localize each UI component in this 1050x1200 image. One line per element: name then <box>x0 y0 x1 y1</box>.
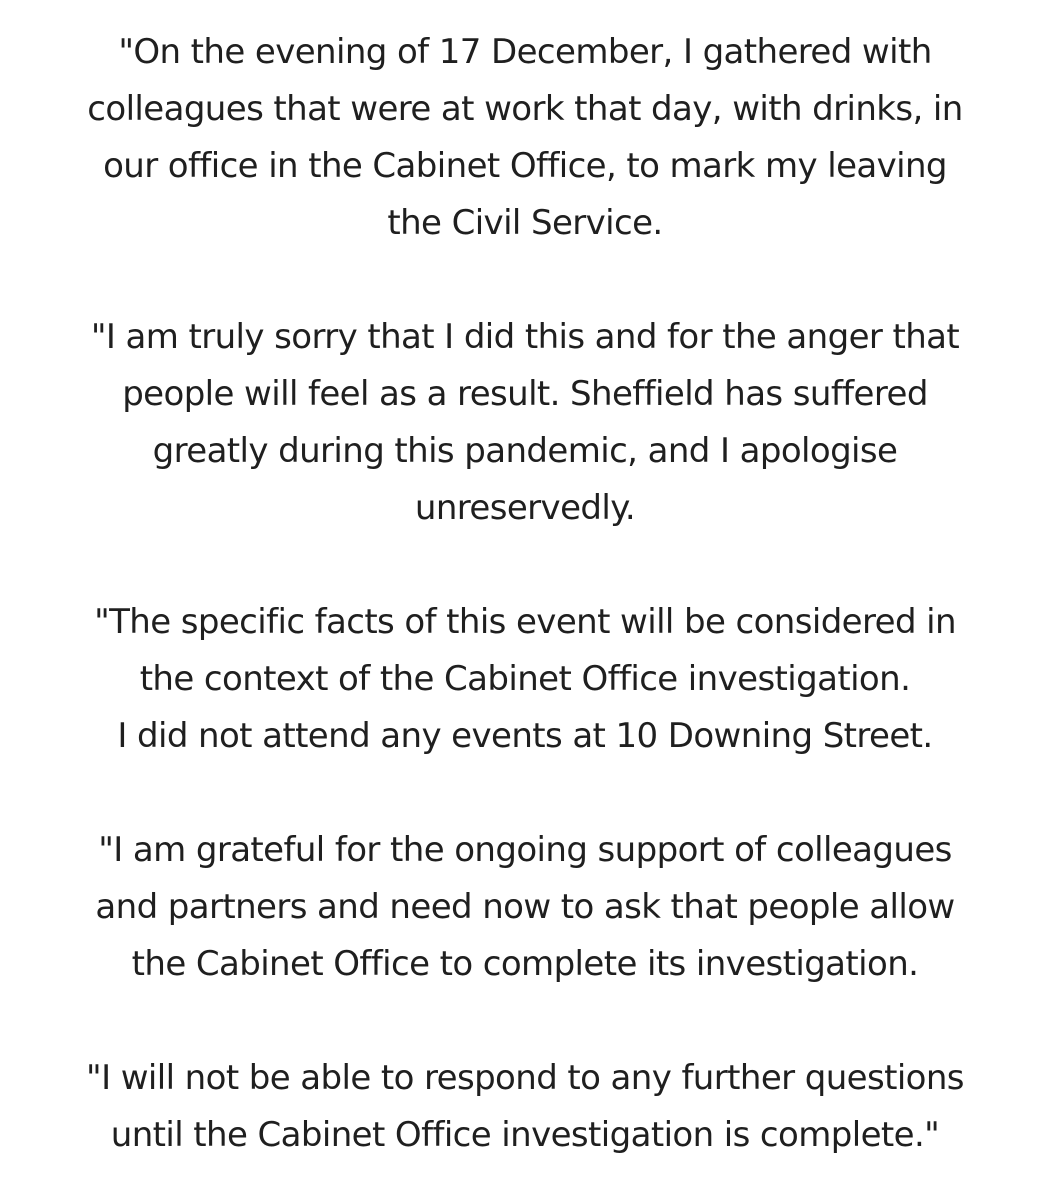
statement-line: our office in the Cabinet Office, to mark my leaving <box>103 146 947 186</box>
statement-line: colleagues that were at work that day, with drinks, in <box>87 89 963 129</box>
statement-line: until the Cabinet Office investigation is complete." <box>110 1115 940 1155</box>
statement-line: and partners and need now to ask that people allow <box>95 887 955 927</box>
statement-line: unreservedly. <box>414 488 636 528</box>
statement-paragraph-1 <box>0 24 1050 252</box>
statement-line: people will feel as a result. Sheffield has suffered <box>122 374 928 414</box>
statement-document <box>0 24 1050 1164</box>
statement-line: "I am grateful for the ongoing support of colleagues <box>98 830 952 870</box>
statement-line: "I am truly sorry that I did this and for the anger that <box>90 317 960 357</box>
statement-paragraph-3 <box>0 594 1050 765</box>
statement-paragraph-4 <box>0 822 1050 993</box>
statement-line: the context of the Cabinet Office investigation. <box>139 659 911 699</box>
statement-paragraph-5 <box>0 1050 1050 1164</box>
statement-paragraph-2 <box>0 309 1050 537</box>
statement-line: "I will not be able to respond to any further questions <box>86 1058 964 1098</box>
statement-line: the Cabinet Office to complete its investigation. <box>131 944 919 984</box>
statement-line: I did not attend any events at 10 Downing Street. <box>117 716 933 756</box>
statement-line: greatly during this pandemic, and I apologise <box>152 431 898 471</box>
statement-line: "On the evening of 17 December, I gathered with <box>118 32 932 72</box>
statement-line: "The specific facts of this event will be considered in <box>94 602 956 642</box>
statement-line: the Civil Service. <box>387 203 663 243</box>
